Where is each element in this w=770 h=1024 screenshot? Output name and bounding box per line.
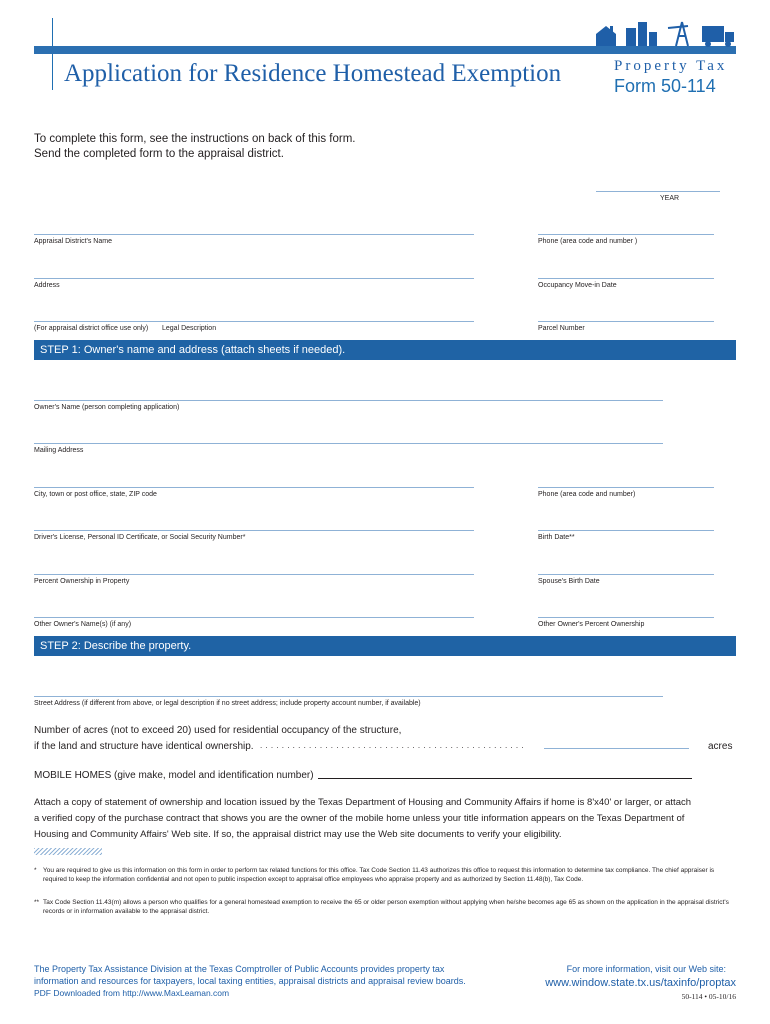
other-owners-label: Other Owner's Name(s) (if any) [34,621,132,628]
truck-icon [702,26,734,47]
license-label: Driver's License, Personal ID Certificate, or Social Security Number* [34,534,246,541]
owner-name-label: Owner's Name (person completing application) [34,404,180,411]
street-address-label: Street Address (if different from above, or legal description if no street address; include property account number, if available) [34,700,421,707]
attach-text-3: Housing and Community Affairs' Web site. If so, the appraisal district may use the Web site documents to verify your eligibility. [34,829,562,840]
birth-date-field[interactable] [538,530,714,531]
footer-text-2: information and resources for taxpayers, local taxing entities, appraisal districts and appraisal review boards. [34,976,466,986]
footer-text-1: The Property Tax Assistance Division at the Texas Comptroller of Public Accounts provides property tax [34,964,445,974]
acres-text-1: Number of acres (not to exceed 20) used for residential occupancy of the structure, [34,725,402,736]
footer-info-label: For more information, visit our Web site: [566,964,726,974]
acres-leader-dots: . . . . . . . . . . . . . . . . . . . . . . . . . . . . . . . . . . . . . . . . . . . . . . . . . [260,741,525,750]
mobile-homes-field[interactable] [318,778,692,779]
occupancy-date-field[interactable] [538,278,714,279]
note1-text: You are required to give us this information on this form in order to perform tax related functions for this office. Tax Code Section 11.43 authorizes this office to request this information to determine tax compliance. The chief appraiser is required to keep the information confidential and not open to public inspection except to appraisal office employees who appraise property and as authorized by Section 11.48(b), Tax Code. [43,867,715,883]
note2-mark: ** [34,899,40,906]
oil-derrick-icon [668,22,688,46]
other-percent-label: Other Owner's Percent Ownership [538,621,645,628]
district-phone-label: Phone (area code and number ) [538,238,638,245]
percent-ownership-field[interactable] [34,574,474,575]
intro-line-1: To complete this form, see the instructions on back of this form. [34,133,356,145]
district-address-field[interactable] [34,278,474,279]
mailing-address-field[interactable] [34,443,663,444]
category-label: Property Tax [614,58,728,74]
house-icon [596,26,616,46]
other-percent-field[interactable] [538,617,714,618]
owner-phone-field[interactable] [538,487,714,488]
footer-website-link[interactable]: www.window.state.tx.us/taxinfo/proptax [545,977,736,989]
attach-text-2: a verified copy of the purchase contract that shows you are the owner of the mobile home unless your title information appears on the Texas Department of [34,813,685,824]
parcel-number-field[interactable] [538,321,714,322]
owner-phone-label: Phone (area code and number) [538,491,636,498]
header-rule [52,18,53,90]
mailing-address-label: Mailing Address [34,447,84,454]
license-field[interactable] [34,530,474,531]
form-title: Application for Residence Homestead Exemption [64,60,562,87]
district-phone-field[interactable] [538,234,714,235]
birth-date-label: Birth Date** [538,534,575,541]
buildings-icon [626,22,657,46]
acres-text-2: if the land and structure have identical ownership. [34,741,254,752]
legal-description-field[interactable] [34,321,474,322]
other-owners-field[interactable] [34,617,474,618]
street-address-field[interactable] [34,696,663,697]
year-label: YEAR [660,195,680,202]
note1-mark: * [34,867,37,874]
office-use-label: (For appraisal district office use only) [34,325,149,332]
logo-icons [594,18,736,48]
intro-line-2: Send the completed form to the appraisal district. [34,148,284,160]
acres-field[interactable] [544,748,689,749]
form-code: 50-114 • 05-10/16 [681,992,736,1001]
attach-text-1: Attach a copy of statement of ownership and location issued by the Texas Department of Housing and Community Affairs if home is 8'x40' or larger, or attach [34,797,692,808]
footer-text-3: PDF Downloaded from http://www.MaxLeaman.com [34,988,230,998]
spouse-birth-field[interactable] [538,574,714,575]
district-address-label: Address [34,282,60,289]
acres-unit: acres [708,741,733,752]
step2-heading: STEP 2: Describe the property. [34,636,736,656]
form-number: Form 50-114 [614,76,716,96]
mobile-homes-label: MOBILE HOMES (give make, model and identification number) [34,770,314,781]
appraisal-district-label: Appraisal District's Name [34,238,112,245]
parcel-number-label: Parcel Number [538,325,585,332]
spouse-birth-label: Spouse's Birth Date [538,578,600,585]
legal-description-label: Legal Description [162,325,217,332]
owner-name-field[interactable] [34,400,663,401]
note2-text: Tax Code Section 11.43(m) allows a person who qualifies for a general homestead exemption to receive the 65 or older person exemption without applying when he/she becomes age 65 as shown on the application in the appraisal district's records or in information available to the appraisal district. [43,899,729,915]
city-field[interactable] [34,487,474,488]
year-field[interactable] [596,191,720,192]
divider-hatch [34,848,102,855]
occupancy-date-label: Occupancy Move-in Date [538,282,617,289]
percent-ownership-label: Percent Ownership in Property [34,578,130,585]
appraisal-district-field[interactable] [34,234,474,235]
step1-heading: STEP 1: Owner's name and address (attach sheets if needed). [34,340,736,360]
city-label: City, town or post office, state, ZIP code [34,491,157,498]
